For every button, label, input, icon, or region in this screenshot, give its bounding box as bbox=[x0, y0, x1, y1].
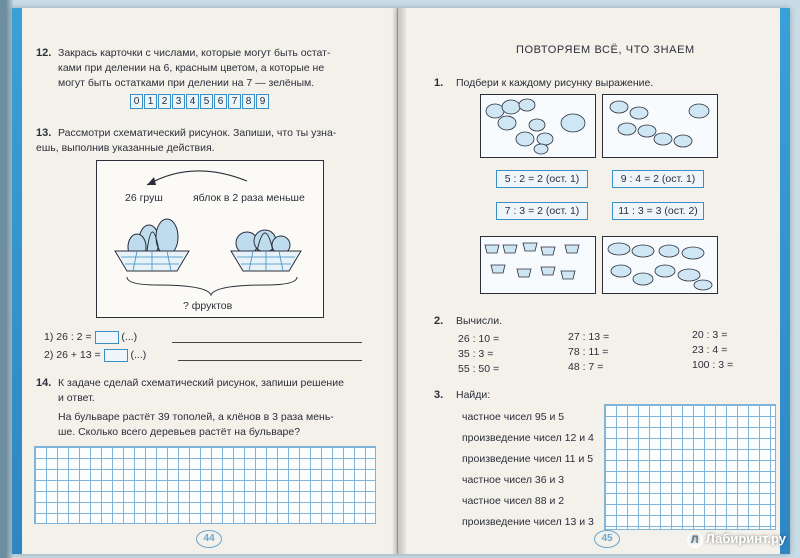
basket-pears-icon bbox=[115, 219, 189, 271]
calc-col1-row1: 26 : 10 = bbox=[458, 333, 500, 345]
calc-col2-row1: 27 : 13 = bbox=[568, 331, 610, 343]
expression-card-2[interactable]: 9 : 4 = 2 (ост. 1) bbox=[612, 170, 704, 188]
expression-1-suffix: (...) bbox=[121, 331, 138, 343]
number-card[interactable]: 0 bbox=[130, 94, 143, 109]
picture-bowls[interactable] bbox=[480, 236, 596, 294]
task-3-text: Найди: bbox=[456, 389, 491, 401]
answer-line-1 bbox=[172, 342, 362, 343]
number-card[interactable]: 7 bbox=[228, 94, 241, 109]
answer-grid-left[interactable] bbox=[34, 446, 376, 524]
number-card[interactable]: 4 bbox=[186, 94, 199, 109]
scheme-diagram bbox=[96, 160, 324, 318]
basket-apples-icon bbox=[231, 230, 301, 271]
number-card[interactable]: 2 bbox=[158, 94, 171, 109]
number-card[interactable]: 6 bbox=[214, 94, 227, 109]
find-item-2: произведение чисел 12 и 4 bbox=[462, 432, 594, 444]
find-item-1: частное чисел 95 и 5 bbox=[462, 411, 565, 423]
calc-col1-row2: 35 : 3 = bbox=[458, 348, 494, 360]
task-14-text-line2: и ответ. bbox=[58, 392, 95, 404]
task-14-text-line4: ше. Сколько всего деревьев растёт на бульваре? bbox=[58, 426, 301, 438]
expression-2-suffix: (...) bbox=[130, 349, 147, 361]
expression-card-1[interactable]: 5 : 2 = 2 (ост. 1) bbox=[496, 170, 588, 188]
task-12-text-line2: ками при делении на 6, красным цветом, а которые не bbox=[58, 62, 325, 74]
answer-box-1[interactable] bbox=[95, 331, 119, 344]
oval-cookies-icon bbox=[603, 95, 716, 156]
find-item-4: частное чисел 36 и 3 bbox=[462, 474, 565, 486]
calc-col2-row2: 78 : 11 = bbox=[568, 346, 609, 358]
picture-cookies[interactable] bbox=[480, 94, 596, 158]
page-number-right: 45 bbox=[594, 530, 620, 548]
apples-label: яблок в 2 раза меньше bbox=[193, 192, 305, 204]
calc-col1-row3: 55 : 50 = bbox=[458, 363, 500, 375]
expression-2 bbox=[44, 348, 146, 362]
right-edge-strip bbox=[780, 8, 790, 554]
bowls-icon bbox=[481, 237, 594, 292]
number-card[interactable]: 5 bbox=[200, 94, 213, 109]
plates-icon bbox=[603, 237, 716, 292]
task-2-number: 2. bbox=[434, 315, 444, 327]
expression-card-3[interactable]: 7 : 3 = 2 (ост. 1) bbox=[496, 202, 588, 220]
calc-col2-row3: 48 : 7 = bbox=[568, 361, 604, 373]
labyrinth-logo-icon: Л bbox=[687, 532, 703, 548]
number-card[interactable]: 1 bbox=[144, 94, 157, 109]
task-14-text-line3: На бульваре растёт 39 тополей, а клёнов в 3 раза мень- bbox=[58, 411, 334, 423]
task-12-text-line1: Закрась карточки с числами, которые могут быть остат- bbox=[58, 47, 331, 59]
picture-plates[interactable] bbox=[602, 236, 718, 294]
expression-card-4[interactable]: 11 : 3 = 3 (ост. 2) bbox=[612, 202, 704, 220]
watermark-text: Лабиринт.ру bbox=[705, 531, 786, 547]
right-page bbox=[398, 8, 790, 554]
find-item-6: произведение чисел 13 и 3 bbox=[462, 516, 594, 528]
task-1-text: Подбери к каждому рисунку выражение. bbox=[456, 77, 654, 89]
section-title: ПОВТОРЯЕМ ВСЁ, ЧТО ЗНАЕМ bbox=[516, 44, 695, 56]
expression-2-text: 2) 26 + 13 = bbox=[44, 349, 101, 361]
task-13-text-line2: ешь, выполнив указанные действия. bbox=[36, 142, 215, 154]
find-item-3: произведение чисел 11 и 5 bbox=[462, 453, 594, 465]
picture-ovals[interactable] bbox=[602, 94, 718, 158]
calc-col3-row1: 20 : 3 = bbox=[692, 329, 728, 341]
left-edge-strip bbox=[12, 8, 22, 554]
cookies-icon bbox=[481, 95, 594, 156]
expression-1-text: 1) 26 : 2 = bbox=[44, 331, 92, 343]
page-number-left: 44 bbox=[196, 530, 222, 548]
task-2-text: Вычисли. bbox=[456, 315, 503, 327]
answer-line-2 bbox=[178, 360, 362, 361]
total-fruit-label: ? фруктов bbox=[183, 300, 233, 312]
task-14-number: 14. bbox=[36, 377, 52, 389]
task-12-text-line3: могут быть остатками при делении на 7 — зелёным. bbox=[58, 77, 315, 89]
task-1-number: 1. bbox=[434, 77, 444, 89]
task-13-text-line1: Рассмотри схематический рисунок. Запиши, что ты узна- bbox=[58, 127, 337, 139]
watermark bbox=[687, 531, 786, 548]
number-card[interactable]: 3 bbox=[172, 94, 185, 109]
answer-box-2[interactable] bbox=[104, 349, 128, 362]
number-card[interactable]: 9 bbox=[256, 94, 269, 109]
task-3-number: 3. bbox=[434, 389, 444, 401]
fruit-baskets-illustration bbox=[97, 161, 325, 319]
calc-col3-row2: 23 : 4 = bbox=[692, 344, 728, 356]
expression-1 bbox=[44, 330, 137, 344]
task-14-text-line1: К задаче сделай схематический рисунок, запиши решение bbox=[58, 377, 344, 389]
number-card[interactable]: 8 bbox=[242, 94, 255, 109]
task-12-number: 12. bbox=[36, 47, 52, 59]
find-item-5: частное чисел 88 и 2 bbox=[462, 495, 565, 507]
left-page bbox=[12, 8, 398, 554]
pears-label: 26 груш bbox=[125, 192, 163, 204]
task-13-number: 13. bbox=[36, 127, 52, 139]
number-cards bbox=[130, 94, 269, 109]
answer-grid-right[interactable] bbox=[604, 404, 776, 530]
calc-col3-row3: 100 : 3 = bbox=[692, 359, 734, 371]
